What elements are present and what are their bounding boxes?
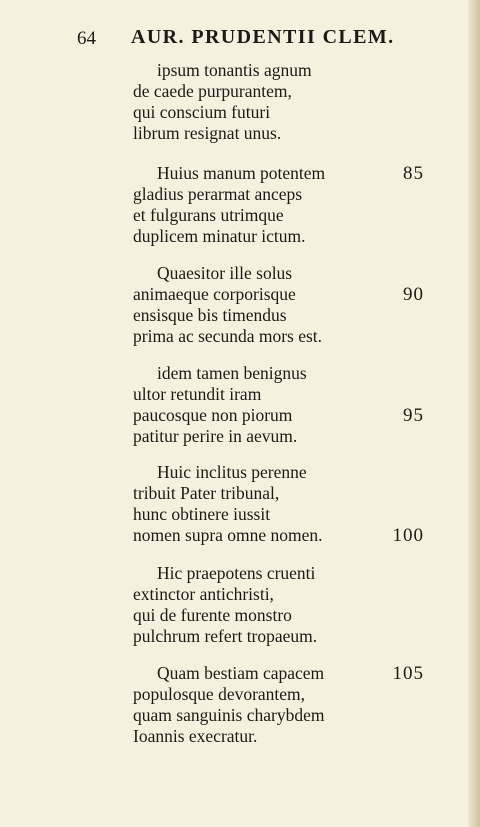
line-number: 95 [403, 405, 424, 426]
verse-line: qui de furente monstro [133, 605, 292, 625]
verse-line: quam sanguinis charybdem [133, 705, 325, 725]
line-number: 85 [403, 163, 424, 184]
verse-line: de caede purpurantem, [133, 81, 292, 101]
verse-line: animaeque corporisque [133, 284, 296, 304]
stanza [133, 663, 433, 747]
verse-line: ultor retundit iram [133, 384, 262, 404]
verse-line: ipsum tonantis agnum [157, 60, 312, 80]
verse-line: Quaesitor ille solus [157, 263, 293, 283]
verse-line: gladius perarmat anceps [133, 184, 303, 204]
verse-line: librum resignat unus. [133, 123, 282, 143]
stanza [133, 563, 433, 647]
line-number: 100 [392, 525, 424, 546]
running-head: AUR. PRUDENTII CLEM. [131, 26, 395, 48]
page-header [0, 22, 480, 52]
verse-line: nomen supra omne nomen. [133, 525, 323, 545]
verse-line: patitur perire in aevum. [133, 426, 298, 446]
verse-line: prima ac secunda mors est. [133, 326, 323, 346]
verse-line: Huic inclitus perenne [157, 462, 307, 482]
line-number: 105 [392, 663, 424, 684]
stanza [133, 363, 433, 447]
page-gutter-shadow [468, 0, 480, 827]
verse-line: pulchrum refert tropaeum. [133, 626, 318, 646]
verse-line: populosque devorantem, [133, 684, 306, 704]
verse-line: hunc obtinere iussit [133, 504, 271, 524]
verse-line: Hic praepotens cruenti [157, 563, 316, 583]
stanza [133, 263, 433, 347]
stanza [133, 163, 433, 247]
verse-line: Quam bestiam capacem [157, 663, 325, 683]
line-number: 90 [403, 284, 424, 305]
verse-line: ensisque bis timendus [133, 305, 287, 325]
verse-line: extinctor antichristi, [133, 584, 274, 604]
verse-line: idem tamen benignus [157, 363, 307, 383]
page-number: 64 [77, 28, 96, 49]
verse-line: Huius manum potentem [157, 163, 326, 183]
verse-line: et fulgurans utrimque [133, 205, 284, 225]
verse-line: Ioannis execratur. [133, 726, 258, 746]
verse-line: duplicem minatur ictum. [133, 226, 306, 246]
verse-line: qui conscium futuri [133, 102, 271, 122]
verse-line: tribuit Pater tribunal, [133, 483, 280, 503]
stanza [133, 462, 433, 546]
verse-line: paucosque non piorum [133, 405, 293, 425]
stanza [133, 60, 433, 144]
